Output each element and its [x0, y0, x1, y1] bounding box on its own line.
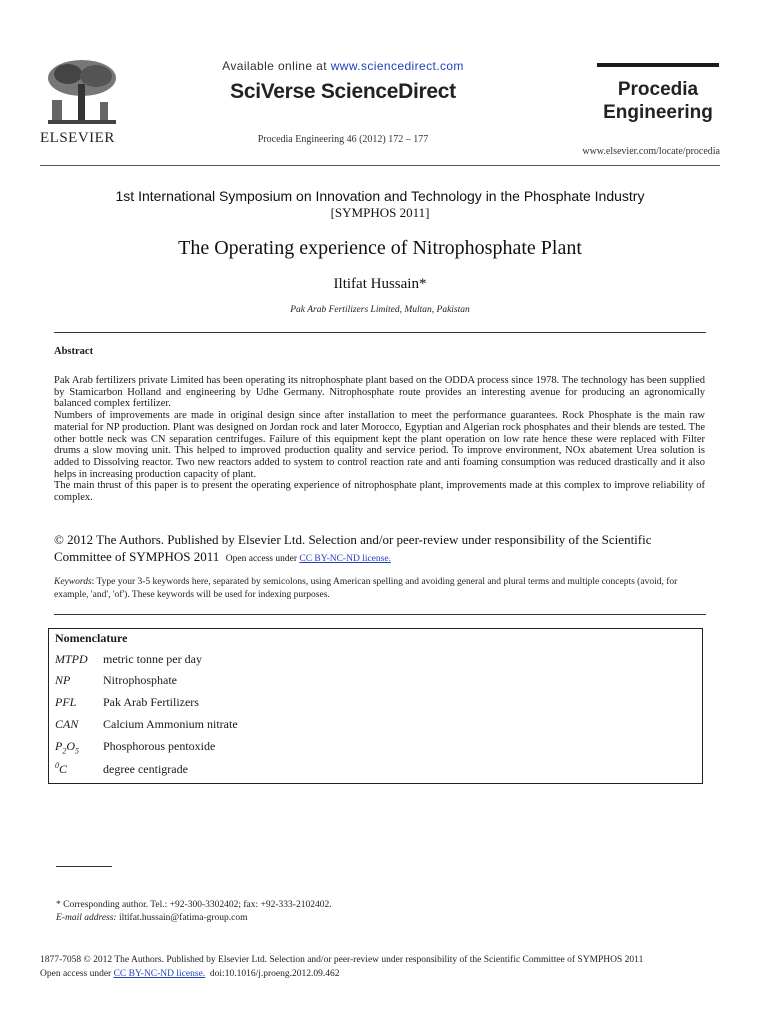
- author-email[interactable]: iltifat.hussain@fatima-group.com: [118, 913, 248, 923]
- degree-symbol: $^0$C: [55, 761, 68, 776]
- publisher-name: ELSEVIER: [40, 130, 115, 146]
- abstract-paragraph-2: Numbers of improvements are made in original design since after installation to meet the performance guarantees. Rock Phosphate is the main raw material for NP production. Plant was designed on Jordan rock and later Morocco, Egyptian and Algerian rock phosphates and their blends are tested. The other bottle neck was CN separation centrifuges. Failure of this equipment kept the plant operation on low rate hence these were replaced with Filter drums a slow moving unit. This helped to improved production quality and service period. To improve environment, NOx abatement Urea solution is added to Dissolving reactor. Two new reactors added to system to control reaction rate and anti foaming consumption was reduced drastically and it also helps in increasing production capacity of plant.: [54, 410, 705, 480]
- nomenclature-row: $P_2O_5$ Phosphorous pentoxide: [55, 739, 216, 756]
- copyright-statement: © 2012 The Authors. Published by Elsevier Ltd. Selection and/or peer-review under responsibility of the Scientific Committee of SYMPHOS 2011 Open access under CC BY-NC-ND license.: [54, 532, 652, 564]
- author-affiliation: Pak Arab Fertilizers Limited, Multan, Pakistan: [290, 305, 470, 315]
- conference-name: 1st International Symposium on Innovation and Technology in the Phosphate Industry: [115, 188, 645, 204]
- abstract-top-rule: [54, 332, 706, 333]
- nomenclature-row: MTPD metric tonne per day: [55, 652, 202, 666]
- nomenclature-row: CAN Calcium Ammonium nitrate: [55, 717, 238, 731]
- abstract-body: [54, 375, 705, 504]
- keywords: Keywords: Type your 3-5 keywords here, separated by semicolons, using American spelling and avoiding general and plural terms and multiple concepts (avoid, for example, 'and', 'of'). These keywords will be used for indexing purposes.: [54, 577, 678, 600]
- email-note: E-mail address: iltifat.hussain@fatima-group.com: [56, 913, 248, 923]
- footer-license-link[interactable]: CC BY-NC-ND license.: [113, 969, 206, 979]
- footnote-rule: [56, 866, 112, 867]
- journal-citation: Procedia Engineering 46 (2012) 172 – 177: [257, 134, 429, 145]
- article-author: Iltifat Hussain*: [333, 276, 427, 292]
- abstract-heading: Abstract: [54, 346, 94, 357]
- nomenclature-row: NP Nitrophosphate: [55, 673, 177, 687]
- keywords-label: Keywords: [54, 577, 92, 587]
- journal-name: Procedia Engineering: [603, 79, 713, 123]
- abstract-paragraph-3: The main thrust of this paper is to present the operating experience of nitrophosphate plant, improvements made at this complex to improve reliability of complex.: [54, 480, 705, 504]
- nomenclature-row: $^0$C degree centigrade: [55, 761, 188, 776]
- availability-line: Available online at www.sciencedirect.com: [222, 59, 464, 73]
- journal-url[interactable]: www.elsevier.com/locate/procedia: [582, 146, 720, 157]
- platform-name: SciVerse ScienceDirect: [230, 80, 456, 103]
- license-link[interactable]: CC BY-NC-ND license.: [299, 554, 391, 564]
- issn-line: 1877-7058 © 2012 The Authors. Published by Elsevier Ltd. Selection and/or peer-review under responsibility of the Scientific Committee of SYMPHOS 2011: [40, 955, 644, 965]
- abstract-bottom-rule: [54, 614, 706, 615]
- header-divider: [40, 165, 720, 166]
- corresponding-author-note: * Corresponding author. Tel.: +92-300-3302402; fax: +92-333-2102402.: [56, 900, 332, 910]
- doi: doi:10.1016/j.proeng.2012.09.462: [209, 969, 340, 979]
- nomenclature-row: PFL Pak Arab Fertilizers: [55, 695, 199, 709]
- footer-license-line: Open access under CC BY-NC-ND license. doi:10.1016/j.proeng.2012.09.462: [40, 969, 340, 979]
- nomenclature-heading: Nomenclature: [55, 631, 128, 645]
- journal-bar: [597, 63, 719, 67]
- conference-acronym: [SYMPHOS 2011]: [330, 205, 430, 220]
- article-title: The Operating experience of Nitrophosphate Plant: [178, 237, 582, 259]
- p2o5-symbol: $P_2O_5$: [55, 739, 80, 756]
- abstract-paragraph-1: Pak Arab fertilizers private Limited has been operating its nitrophosphate plant based on the ODDA process since 1978. The technology has been supplied by Stamicarbon Holland and engineering by Udhe Germany. Nitrophosphate route provides an interesting avenue for producing an agronomically balanced complex fertilizer.: [54, 375, 705, 410]
- sciencedirect-link[interactable]: www.sciencedirect.com: [330, 59, 464, 73]
